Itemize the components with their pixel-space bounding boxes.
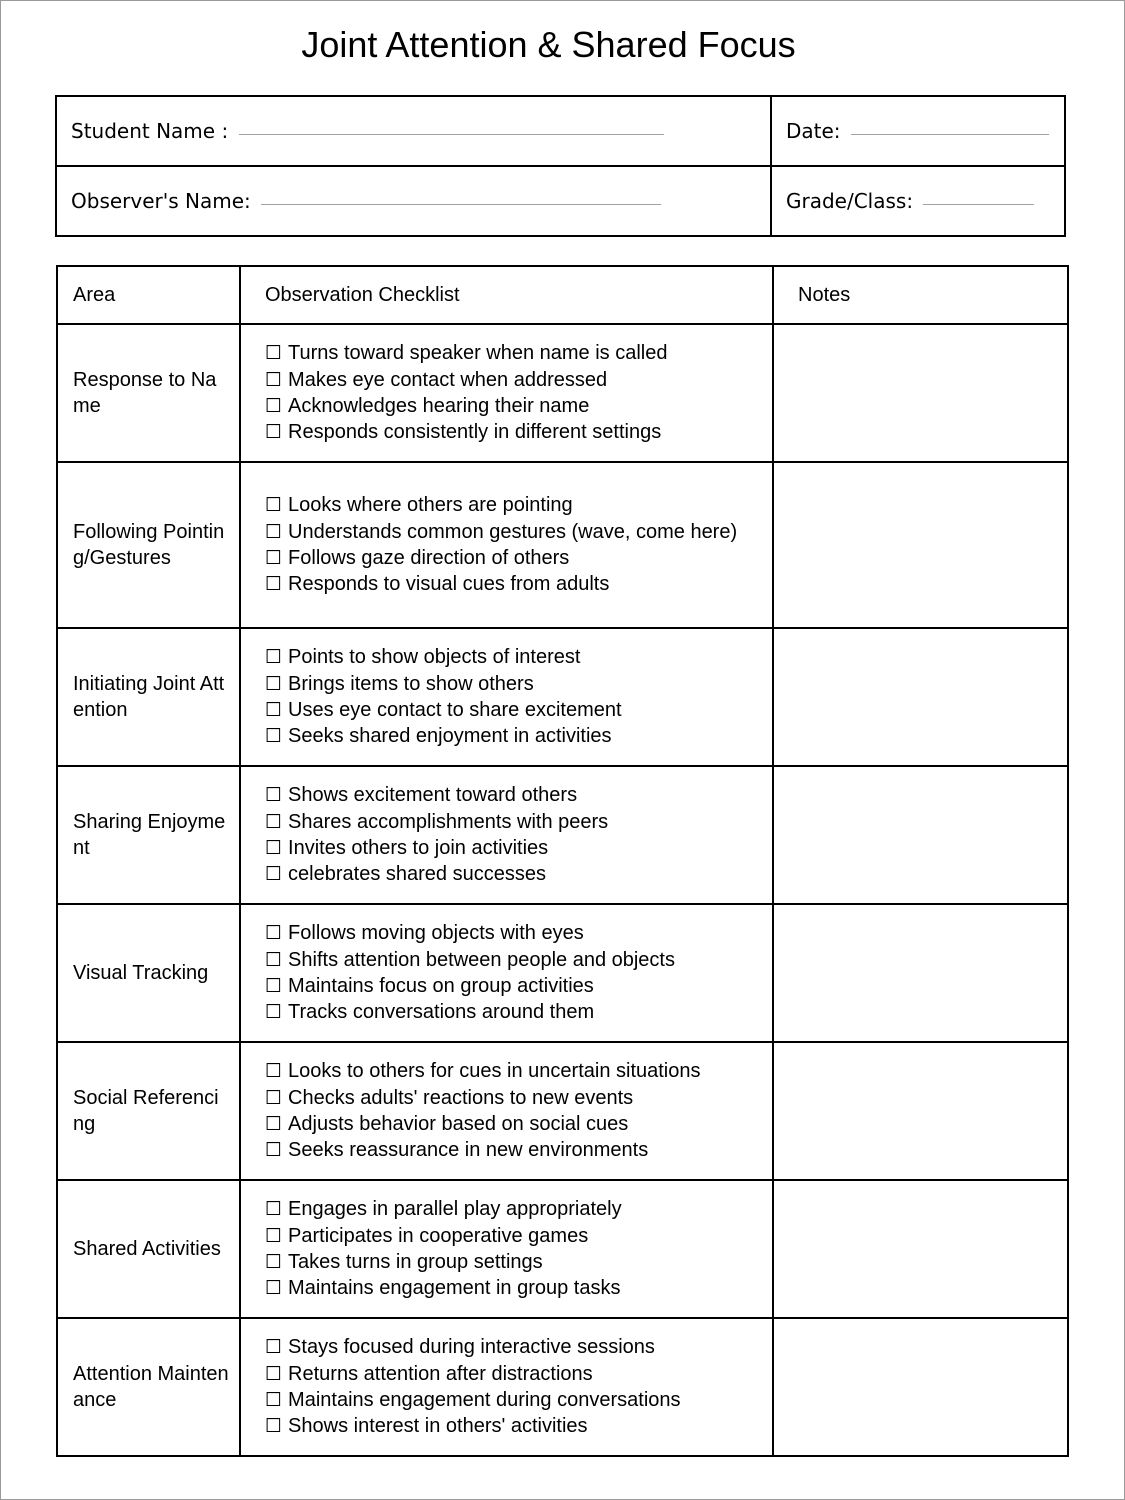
checklist-item: [265, 492, 760, 518]
checkbox-icon[interactable]: ☐: [265, 520, 283, 543]
checklist-item: [265, 393, 760, 419]
checkbox-icon[interactable]: ☐: [265, 699, 283, 721]
checklist-item: [265, 367, 760, 393]
checklist-item: [265, 419, 760, 445]
checklist-item-label: Makes eye contact when addressed: [288, 368, 608, 391]
checklist-item: [265, 973, 760, 999]
checklist-item: [265, 1058, 760, 1084]
checkbox-icon[interactable]: ☐: [265, 837, 283, 859]
notes-cell[interactable]: [773, 1318, 1068, 1456]
notes-cell[interactable]: [773, 766, 1068, 904]
checklist-item-label: Points to show objects of interest: [288, 646, 581, 669]
checklist-item-label: Maintains engagement in group tasks: [288, 1277, 621, 1300]
checklist-item: [265, 519, 760, 545]
checklist-item-label: Follows gaze direction of others: [288, 547, 570, 569]
checklist-item: [265, 697, 760, 723]
checklist-item-label: Checks adults' reactions to new events: [288, 1086, 634, 1109]
checkbox-icon[interactable]: ☐: [265, 1362, 283, 1385]
checklist-item-label: Understands common gestures (wave, come here): [288, 520, 738, 543]
date-label: Date:: [786, 119, 841, 143]
checklist-item-label: Turns toward speaker when name is called: [288, 342, 668, 365]
area-cell: Attention Maintenance: [57, 1318, 240, 1456]
checklist-item: [265, 1223, 760, 1249]
checklist-item: [265, 545, 760, 571]
checklist-item-label: Takes turns in group settings: [288, 1251, 543, 1273]
date-cell: [771, 96, 1065, 166]
checklist-cell: [240, 1180, 773, 1318]
checklist-item: [265, 340, 760, 366]
checklist-item-label: Returns attention after distractions: [288, 1362, 593, 1385]
area-cell: Shared Activities: [57, 1180, 240, 1318]
checkbox-icon[interactable]: ☐: [265, 1389, 283, 1411]
checklist-item-label: Shows excitement toward others: [288, 784, 578, 807]
checklist-item: [265, 782, 760, 808]
checkbox-icon[interactable]: ☐: [265, 1060, 283, 1083]
observer-name-cell: [56, 166, 771, 236]
checklist-item-label: Looks where others are pointing: [288, 494, 573, 517]
checklist-item: [265, 1387, 760, 1413]
checkbox-icon[interactable]: ☐: [265, 1001, 283, 1024]
checklist-cell: [240, 462, 773, 628]
checklist-cell: [240, 628, 773, 766]
checklist-item-label: Adjusts behavior based on social cues: [288, 1113, 629, 1135]
checkbox-icon[interactable]: ☐: [265, 395, 283, 417]
student-name-cell: [56, 96, 771, 166]
checklist-item-label: Engages in parallel play appropriately: [288, 1198, 622, 1221]
checklist-item-label: Follows moving objects with eyes: [288, 922, 584, 945]
student-name-field[interactable]: [239, 133, 664, 135]
checklist-item: [265, 920, 760, 946]
checklist-item: [265, 809, 760, 835]
table-row: [57, 628, 1068, 766]
checklist-item-label: Shares accomplishments with peers: [288, 810, 609, 833]
checklist-item-label: Shifts attention between people and objects: [288, 948, 675, 971]
checklist-item-label: Brings items to show others: [288, 672, 534, 695]
checkbox-icon[interactable]: ☐: [265, 421, 283, 444]
header-area: Area: [57, 266, 240, 324]
grade-class-field[interactable]: [923, 203, 1034, 205]
table-row: [57, 766, 1068, 904]
checkbox-icon[interactable]: ☐: [265, 672, 283, 695]
area-cell: Following Pointing/Gestures: [57, 462, 240, 628]
checklist-item-label: Maintains focus on group activities: [288, 975, 594, 997]
checklist-item: [265, 861, 760, 887]
checkbox-icon[interactable]: ☐: [265, 975, 283, 997]
checklist-cell: [240, 1042, 773, 1180]
checklist-item: [265, 1085, 760, 1111]
checklist-item: [265, 1334, 760, 1360]
table-row: [57, 1318, 1068, 1456]
observer-name-label: Observer's Name:: [71, 189, 251, 213]
checklist-item: [265, 644, 760, 670]
checkbox-icon[interactable]: ☐: [265, 573, 283, 596]
checklist-cell: [240, 324, 773, 462]
table-row: [57, 904, 1068, 1042]
checklist-item-label: Maintains engagement during conversations: [288, 1389, 681, 1411]
notes-cell[interactable]: [773, 462, 1068, 628]
table-header-row: [57, 266, 1068, 324]
area-cell: Response to Name: [57, 324, 240, 462]
header-observation-checklist: Observation Checklist: [240, 266, 773, 324]
checkbox-icon[interactable]: ☐: [265, 1224, 283, 1247]
checklist-item: [265, 571, 760, 597]
grade-class-cell: [771, 166, 1065, 236]
checkbox-icon[interactable]: ☐: [265, 494, 283, 517]
checkbox-icon[interactable]: ☐: [265, 1086, 283, 1109]
checklist-item-label: Responds to visual cues from adults: [288, 573, 610, 596]
checkbox-icon[interactable]: ☐: [265, 948, 283, 971]
grade-class-label: Grade/Class:: [786, 189, 914, 213]
checklist-item: [265, 1196, 760, 1222]
checklist-item-label: Looks to others for cues in uncertain situations: [288, 1060, 701, 1083]
area-cell: Visual Tracking: [57, 904, 240, 1042]
checklist-item: [265, 835, 760, 861]
checklist-item-label: Shows interest in others' activities: [288, 1415, 588, 1438]
checklist-item-label: Seeks reassurance in new environments: [288, 1139, 649, 1162]
table-row: [57, 1180, 1068, 1318]
checklist-item-label: Invites others to join activities: [288, 837, 549, 859]
checklist-item: [265, 999, 760, 1025]
checklist-item-label: Stays focused during interactive sessions: [288, 1336, 655, 1359]
checklist-cell: [240, 904, 773, 1042]
checklist-item: [265, 1361, 760, 1387]
checkbox-icon[interactable]: ☐: [265, 342, 283, 365]
checkbox-icon[interactable]: ☐: [265, 922, 283, 945]
checkbox-icon[interactable]: ☐: [265, 1251, 283, 1273]
area-cell: Sharing Enjoyment: [57, 766, 240, 904]
table-row: [57, 462, 1068, 628]
table-row: [57, 1042, 1068, 1180]
notes-cell[interactable]: [773, 628, 1068, 766]
observation-checklist-table: [56, 265, 1069, 1457]
checklist-cell: [240, 766, 773, 904]
checklist-item: [265, 723, 760, 749]
checkbox-icon[interactable]: ☐: [265, 725, 283, 748]
notes-cell[interactable]: [773, 1042, 1068, 1180]
student-name-label: Student Name :: [71, 119, 229, 143]
observer-name-field[interactable]: [261, 203, 661, 205]
checklist-item: [265, 671, 760, 697]
checkbox-icon[interactable]: ☐: [265, 368, 283, 391]
checklist-item: [265, 1137, 760, 1163]
checkbox-icon[interactable]: ☐: [265, 547, 283, 569]
checklist-item: [265, 1413, 760, 1439]
checklist-item-label: Tracks conversations around them: [288, 1001, 595, 1024]
checklist-item: [265, 1275, 760, 1301]
checkbox-icon[interactable]: ☐: [265, 1198, 283, 1221]
checkbox-icon[interactable]: ☐: [265, 863, 283, 886]
checkbox-icon[interactable]: ☐: [265, 1277, 283, 1300]
student-info-table: [55, 95, 1066, 237]
date-field[interactable]: [851, 133, 1049, 135]
page-title: Joint Attention & Shared Focus: [301, 24, 796, 65]
notes-cell[interactable]: [773, 324, 1068, 462]
checklist-item: [265, 1249, 760, 1275]
checkbox-icon[interactable]: ☐: [265, 646, 283, 669]
table-row: [57, 324, 1068, 462]
area-cell: Social Referencing: [57, 1042, 240, 1180]
checklist-item: [265, 1111, 760, 1137]
notes-cell[interactable]: [773, 904, 1068, 1042]
checklist-item-label: Acknowledges hearing their name: [288, 395, 590, 417]
checklist-item-label: Responds consistently in different settings: [288, 421, 662, 444]
notes-cell[interactable]: [773, 1180, 1068, 1318]
checklist-item: [265, 947, 760, 973]
checkbox-icon[interactable]: ☐: [265, 810, 283, 833]
checklist-item-label: Seeks shared enjoyment in activities: [288, 725, 612, 748]
checkbox-icon[interactable]: ☐: [265, 1415, 283, 1438]
checklist-item-label: celebrates shared successes: [288, 863, 546, 886]
checklist-item-label: Uses eye contact to share excitement: [288, 699, 622, 721]
header-notes: Notes: [773, 266, 1068, 324]
checklist-item-label: Participates in cooperative games: [288, 1224, 589, 1247]
checkbox-icon[interactable]: ☐: [265, 1113, 283, 1135]
checkbox-icon[interactable]: ☐: [265, 1336, 283, 1359]
checklist-cell: [240, 1318, 773, 1456]
checkbox-icon[interactable]: ☐: [265, 784, 283, 807]
area-cell: Initiating Joint Attention: [57, 628, 240, 766]
checkbox-icon[interactable]: ☐: [265, 1139, 283, 1162]
